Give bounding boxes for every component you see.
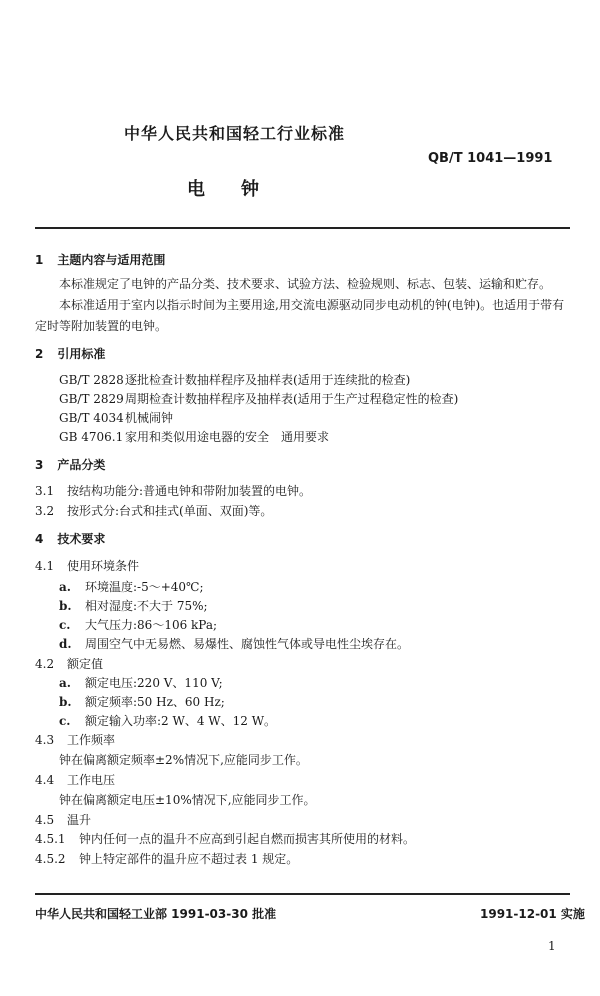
section-1-para-2b: 定时等附加装置的电钟。 xyxy=(35,319,168,333)
clause-4-1-heading: 4.1 使用环境条件 xyxy=(35,559,140,573)
list-item: b. 额定频率:50 Hz、60 Hz; xyxy=(59,695,225,709)
clause-4-3-heading: 4.3 工作频率 xyxy=(35,733,116,747)
reference-item: GB/T 2829周期检查计数抽样程序及抽样表(适用于生产过程稳定性的检查) xyxy=(59,392,459,406)
section-1-para-1: 本标准规定了电钟的产品分类、技术要求、试验方法、检验规则、标志、包装、运输和贮存。 xyxy=(59,277,552,291)
effective-date: 1991-12-01 实施 xyxy=(480,907,585,921)
section-4-heading: 4 技术要求 xyxy=(35,532,106,546)
reference-item: GB/T 4034机械闹钟 xyxy=(59,411,174,425)
reference-item: GB 4706.1 家用和类似用途电器的安全 通用要求 xyxy=(59,430,330,444)
clause-4-2-heading: 4.2 额定值 xyxy=(35,657,104,671)
section-2-heading: 2 引用标准 xyxy=(35,347,106,361)
footer-rule xyxy=(35,893,570,895)
list-item: b. 相对湿度:不大于 75%; xyxy=(59,599,208,613)
page-number: 1 xyxy=(548,939,556,953)
header-rule xyxy=(35,227,570,229)
document-title: 电 钟 xyxy=(187,179,259,200)
approval-line: 中华人民共和国轻工业部 1991-03-30 批准 xyxy=(35,907,277,921)
clause-4-5-2: 4.5.2 钟上特定部件的温升应不超过表 1 规定。 xyxy=(35,852,299,866)
list-item: c. 额定输入功率:2 W、4 W、12 W。 xyxy=(59,714,277,728)
section-3-heading: 3 产品分类 xyxy=(35,458,106,472)
section-1-para-2a: 本标准适用于室内以指示时间为主要用途,用交流电源驱动同步电动机的钟(电钟)。也适用于带有 xyxy=(59,298,565,312)
clause-4-3-text: 钟在偏离额定频率±2%情况下,应能同步工作。 xyxy=(59,753,308,767)
issuing-org: 中华人民共和国轻工行业标准 xyxy=(124,124,346,143)
clause-4-5-1: 4.5.1 钟内任何一点的温升不应高到引起自燃而损害其所使用的材料。 xyxy=(35,832,416,846)
clause-3-1: 3.1 按结构功能分:普通电钟和带附加装置的电钟。 xyxy=(35,484,312,498)
list-item: c. 大气压力:86～106 kPa; xyxy=(59,618,218,632)
list-item: a. 环境温度:-5～+40℃; xyxy=(59,580,204,594)
section-1-heading: 1 主题内容与适用范围 xyxy=(35,253,166,267)
clause-3-2: 3.2 按形式分:台式和挂式(单面、双面)等。 xyxy=(35,504,273,518)
clause-4-4-text: 钟在偏离额定电压±10%情况下,应能同步工作。 xyxy=(59,793,316,807)
standard-code: QB/T 1041—1991 xyxy=(428,151,553,166)
list-item: d. 周围空气中无易燃、易爆性、腐蚀性气体或导电性尘埃存在。 xyxy=(59,637,410,651)
clause-4-4-heading: 4.4 工作电压 xyxy=(35,773,116,787)
clause-4-5-heading: 4.5 温升 xyxy=(35,813,92,827)
reference-item: GB/T 2828逐批检查计数抽样程序及抽样表(适用于连续批的检查) xyxy=(59,373,411,387)
list-item: a. 额定电压:220 V、110 V; xyxy=(59,676,223,690)
